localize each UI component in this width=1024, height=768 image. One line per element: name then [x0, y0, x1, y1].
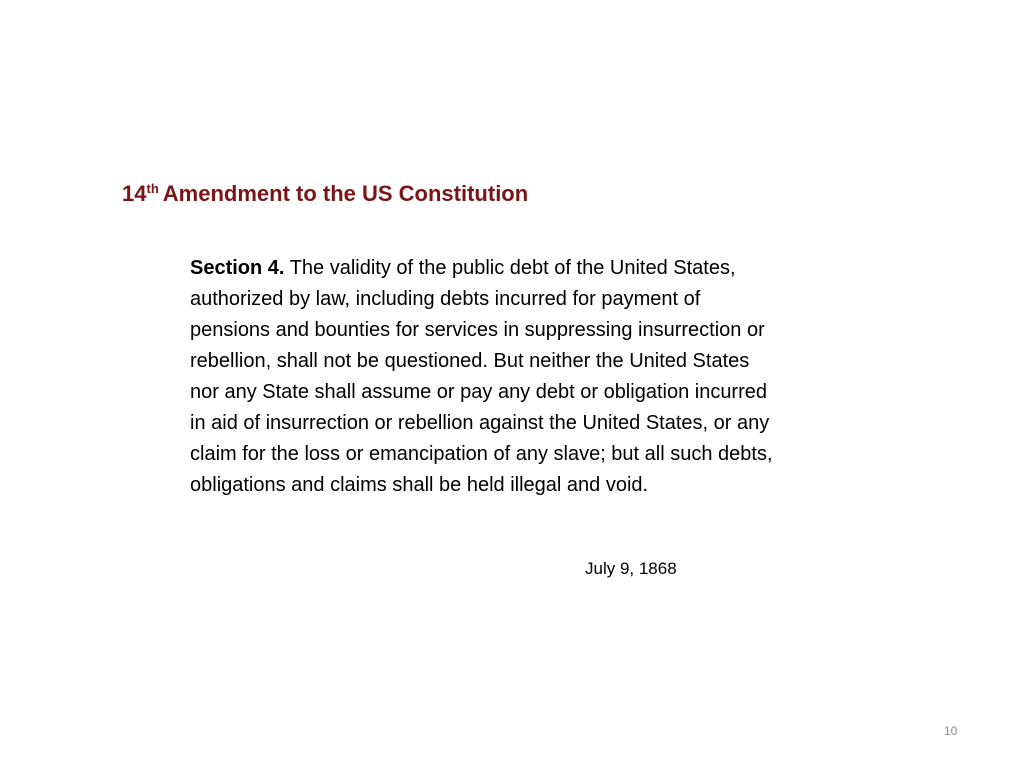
- title-superscript: th: [146, 181, 159, 196]
- section-text: The validity of the public debt of the United States, authorized by law, including debts incurred for payment of pensions and bounties for services in suppressing insurrection or rebellion, shall not be questioned. But neither the United States nor any State shall assume or pay any debt or obligation incurred in aid of insurrection or rebellion against the United States, or any claim for the loss or emancipation of any slave; but all such debts, obligations and claims shall be held illegal and void.: [190, 257, 773, 496]
- title-number: 14: [122, 181, 147, 206]
- section-4-paragraph: [190, 253, 780, 501]
- slide-title: [122, 177, 528, 211]
- page-number: 10: [944, 724, 958, 738]
- title-text: Amendment to the US Constitution: [162, 181, 529, 206]
- section-label: Section 4.: [190, 257, 285, 279]
- ratification-date: July 9, 1868: [585, 559, 677, 578]
